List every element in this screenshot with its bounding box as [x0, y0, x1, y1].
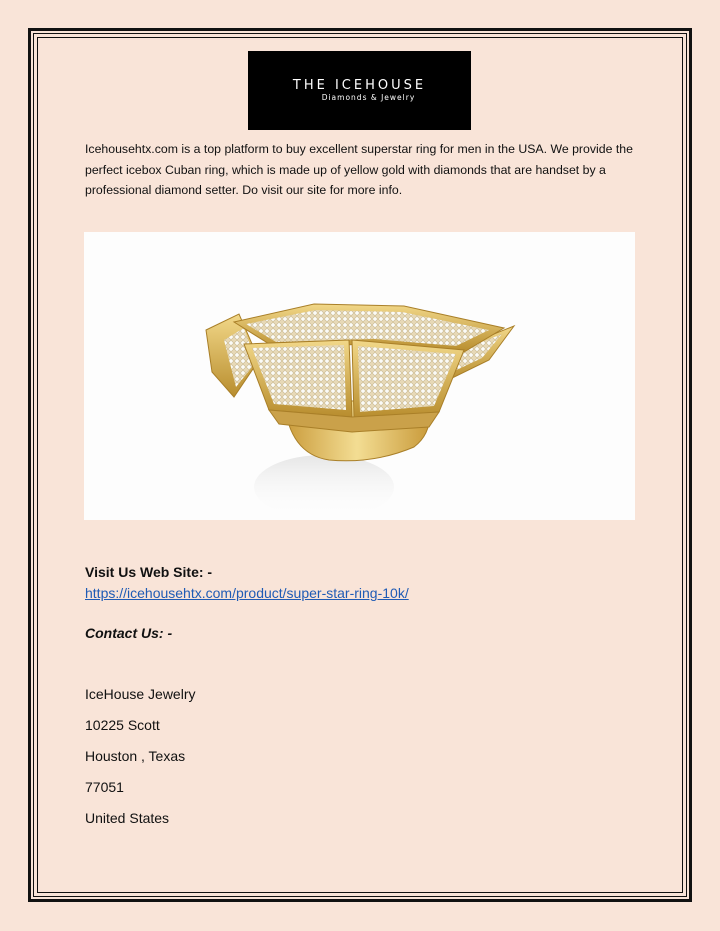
contact-heading: Contact Us: -	[85, 625, 173, 641]
intro-paragraph: Icehousehtx.com is a top platform to buy excellent superstar ring for men in the USA. We provide the perfect icebox Cuban ring, which is made up of yellow gold with diamonds that are handset by a professional diamond setter. Do visit our site for more info.	[85, 142, 633, 197]
address-city-state: Houston , Texas	[85, 748, 186, 764]
visit-website-heading: Visit Us Web Site: -	[85, 564, 213, 580]
address-company: IceHouse Jewelry	[85, 686, 196, 702]
product-image-super-star-ring	[84, 232, 635, 520]
address-country: United States	[85, 810, 170, 826]
logo-main-text: THE ICEHOUSE	[292, 78, 427, 93]
address-zip: 77051	[85, 779, 124, 795]
product-link[interactable]: https://icehousehtx.com/product/super-star-ring-10k/	[85, 585, 409, 601]
icehouse-logo	[248, 51, 471, 130]
address-street: 10225 Scott	[85, 717, 160, 733]
logo-sub-text: Diamonds & Jewelry	[321, 93, 416, 102]
